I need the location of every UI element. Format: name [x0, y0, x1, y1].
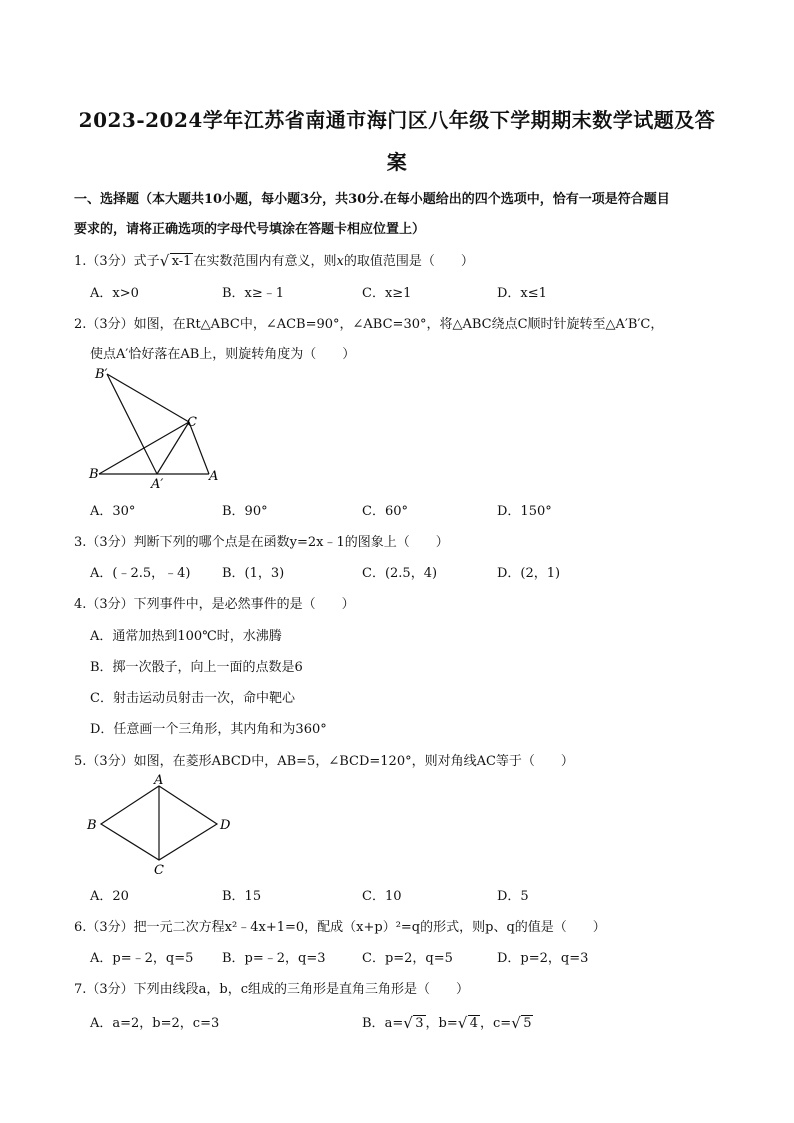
label-c: C: [187, 415, 197, 430]
label-c: C: [154, 863, 164, 878]
section-heading-line2: 要求的，请将正确选项的字母代号填涂在答题卡相应位置上）: [74, 222, 426, 237]
label-a-prime: A′: [151, 477, 164, 492]
q1-prefix: 1.（3分）式子: [74, 254, 160, 269]
q5-option-c: C．10: [362, 889, 402, 904]
q1-option-b: B．x≥﹣1: [222, 286, 285, 301]
question-1-stem: [74, 250, 474, 269]
q7-option-b-prefix: B．: [362, 1016, 385, 1031]
q7-option-a: A．a=2，b=2，c=3: [90, 1016, 220, 1031]
q4-option-c: C．射击运动员射击一次，命中靶心: [90, 691, 295, 706]
q4-option-a: A．通常加热到100℃时，水沸腾: [90, 629, 282, 644]
q7-radicand-c: 5: [523, 1016, 532, 1031]
radical-sign-icon: √: [159, 252, 170, 270]
question-3-stem: 3.（3分）判断下列的哪个点是在函数y=2x﹣1的图象上（ ）: [74, 535, 449, 550]
q1-var: x: [336, 254, 344, 269]
q1-option-d: D．x≤1: [497, 286, 547, 301]
label-b: B: [87, 818, 97, 833]
q7-radicand-b: 4: [469, 1016, 478, 1031]
q4-option-d: D．任意画一个三角形，其内角和为360°: [90, 722, 327, 737]
q1-sqrt: [160, 254, 194, 269]
radical-sign-icon: √: [511, 1014, 521, 1032]
q5-option-d: D．5: [497, 889, 529, 904]
q3-option-b: B．(1，3): [222, 566, 285, 581]
document-title-line1: 2023-2024学年江苏省南通市海门区八年级下学期期末数学试题及答: [78, 108, 716, 132]
section-heading-line1: 一、选择题（本大题共10小题，每小题3分，共30分.在每小题给出的四个选项中，恰有一项是符合题目: [74, 192, 670, 207]
q2-option-b: B．90°: [222, 504, 268, 519]
q1-option-c: C．x≥1: [362, 286, 412, 301]
q7-b-lhs-c: ，c=: [480, 1016, 512, 1031]
q6-option-d: D．p=2，q=3: [497, 951, 589, 966]
q7-sqrt-b: [458, 1016, 480, 1031]
question-6-stem: 6.（3分）把一元二次方程x²﹣4x+1=0，配成（x+p）²=q的形式，则p、q的值是（ ）: [74, 920, 606, 935]
q7-sqrt-c: [511, 1016, 533, 1031]
label-d: D: [220, 818, 231, 833]
q2-option-d: D．150°: [497, 504, 552, 519]
edge-c-aprime: [157, 422, 189, 474]
question-4-stem: 4.（3分）下列事件中，是必然事件的是（ ）: [74, 597, 355, 612]
question-5-stem: 5.（3分）如图，在菱形ABCD中，AB=5，∠BCD=120°，则对角线AC等于（ ）: [74, 754, 574, 769]
q7-sqrt-a: [403, 1016, 425, 1031]
q5-option-b: B．15: [222, 889, 262, 904]
q4-option-b: B．掷一次骰子，向上一面的点数是6: [90, 660, 303, 675]
label-b-prime: B′: [95, 367, 108, 382]
q3-option-a: A．(﹣2.5，﹣4): [90, 566, 191, 581]
q3-option-d: D．(2，1): [497, 566, 561, 581]
q6-option-b: B．p=﹣2，q=3: [222, 951, 326, 966]
edge-b-c: [99, 422, 189, 474]
question-7-stem: 7.（3分）下列由线段a，b，c组成的三角形是直角三角形是（ ）: [74, 982, 470, 997]
question-2-stem-line1: 2.（3分）如图，在Rt△ABC中，∠ACB=90°，∠ABC=30°，将△ABC绕点C顺时针旋转至△A′B′C，: [74, 317, 664, 332]
q3-option-c: C．(2.5，4): [362, 566, 438, 581]
q6-option-c: C．p=2，q=5: [362, 951, 453, 966]
radical-sign-icon: √: [403, 1014, 413, 1032]
radical-sign-icon: √: [457, 1014, 468, 1032]
document-title-line2: 案: [386, 150, 408, 174]
q5-option-a: A．20: [90, 889, 129, 904]
q1-suffix-b: 的取值范围是（ ）: [343, 254, 474, 269]
question-2-stem-line2: 使点A′恰好落在AB上，则旋转角度为（ ）: [90, 347, 356, 362]
q6-option-a: A．p=﹣2，q=5: [90, 951, 194, 966]
q5-rhombus-figure: [85, 774, 245, 878]
q2-option-a: A．30°: [90, 504, 136, 519]
label-b: B: [89, 467, 99, 482]
q7-option-b: [362, 1012, 533, 1031]
q7-b-lhs-a: a=: [384, 1016, 404, 1031]
q1-suffix-a: 在实数范围内有意义，则: [193, 254, 337, 269]
label-a: A: [154, 774, 164, 788]
q2-triangle-figure: [85, 362, 235, 492]
q7-b-lhs-b: ，b=: [425, 1016, 458, 1031]
q7-radicand-a: 3: [415, 1016, 424, 1031]
label-a: A: [209, 469, 219, 484]
q1-option-a: A．x>0: [90, 286, 139, 301]
q1-radicand: x-1: [171, 254, 192, 269]
q2-option-c: C．60°: [362, 504, 408, 519]
